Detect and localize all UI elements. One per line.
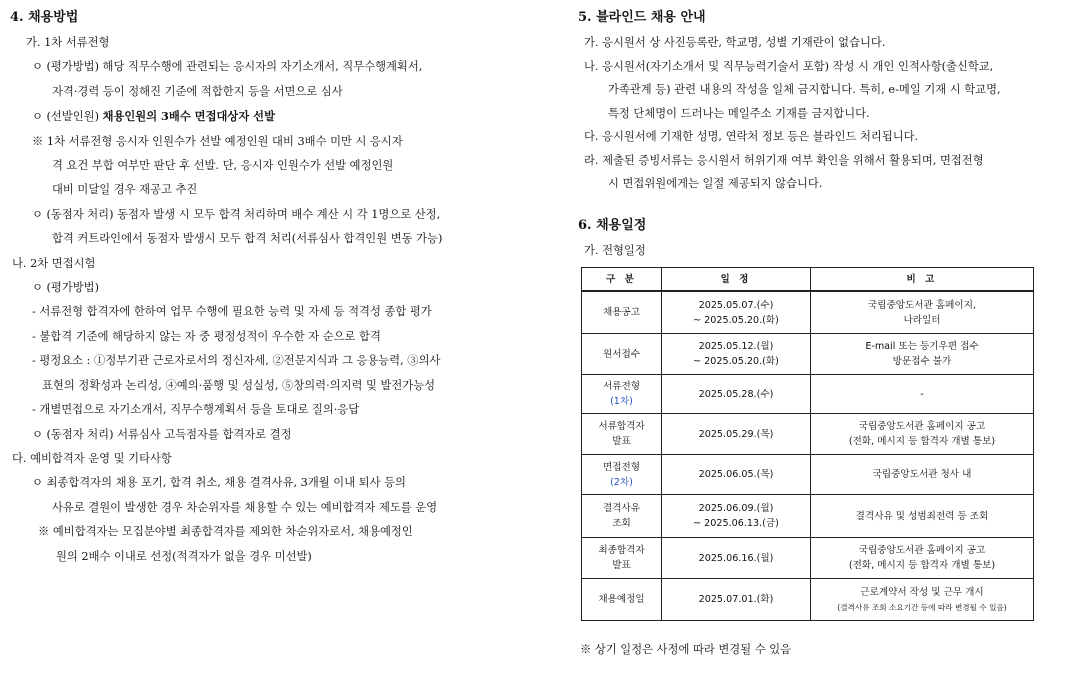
table-row: [582, 334, 1034, 375]
schedule-table: [581, 267, 1034, 621]
note-small-print: (결격사유 조회 소요기간 등에 따라 변경될 수 있음): [837, 602, 1007, 612]
note-cell: -: [811, 375, 1034, 414]
date-cell: 2025.06.05.(목): [662, 455, 811, 495]
table-row: [582, 579, 1034, 621]
stage-cell: 채용예정일: [582, 579, 662, 621]
stage-round-label: (1차): [610, 396, 633, 407]
stage-cell: 최종합격자 발표: [582, 538, 662, 579]
note-cell: 국립중앙도서관 홈페이지, 나라일터: [811, 291, 1034, 334]
note-cell: 국립중앙도서관 홈페이지 공고 (전화, 메시지 등 합격자 개별 통보): [811, 414, 1034, 455]
sub-heading-2: 나. 2차 면접시험: [12, 256, 96, 270]
text-line: ㅇ (평가방법) 해당 직무수행에 관련되는 응시자의 자기소개서, 직무수행계획서,: [32, 60, 423, 74]
text-line: ㅇ (동점자 처리) 서류심사 고득점자를 합격자로 결정: [32, 427, 292, 441]
text-line: 가. 응시원서 상 사진등록란, 학교명, 성별 기재란이 없습니다.: [584, 36, 886, 49]
stage-cell: 원서접수: [582, 334, 662, 375]
section-5-title: 5. 블라인드 채용 안내: [578, 10, 706, 25]
date-cell: 2025.05.28.(수): [662, 375, 811, 414]
date-cell: 2025.06.16.(월): [662, 538, 811, 579]
table-row: [582, 375, 1034, 414]
text-line: ㅇ (평가방법): [32, 281, 99, 295]
text-line: 사유로 결원이 발생한 경우 차순위자를 채용할 수 있는 예비합격자 제도를 운영: [52, 500, 438, 514]
note-cell: 국립중앙도서관 청사 내: [811, 455, 1034, 495]
text-line: 가족관계 등) 관련 내용의 작성을 일체 금지합니다. 특히, e-메일 기재 시 학교명,: [608, 83, 1001, 96]
sub-heading-1: 가. 1차 서류전형: [26, 36, 110, 49]
sub-heading-3: 다. 예비합격자 운영 및 기타사항: [12, 451, 172, 465]
stage-cell: 면접전형 (2차): [582, 455, 662, 495]
text-line: ㅇ 최종합격자의 채용 포기, 합격 취소, 채용 결격사유, 3개월 이내 퇴사 등의: [32, 476, 406, 490]
note-cell: 결격사유 및 성범죄전력 등 조회: [811, 495, 1034, 538]
table-row: [582, 538, 1034, 579]
text-line: 시 면접위원에게는 일절 제공되지 않습니다.: [608, 177, 823, 190]
text-line: ※ 예비합격자는 모집분야별 최종합격자를 제외한 차순위자로서, 채용예정인: [38, 525, 413, 539]
note-cell: E-mail 또는 등기우편 접수 방문접수 불가: [811, 334, 1034, 375]
text-line: 라. 제출된 증빙서류는 응시원서 허위기재 여부 확인을 위해서 활용되며, 면접전형: [584, 153, 984, 167]
column-header-stage: 구 분: [582, 268, 662, 292]
text-line: - 개별면접으로 자기소개서, 직무수행계획서 등을 토대로 질의·응답: [32, 403, 360, 417]
note-cell: 근로계약서 작성 및 근무 개시 (결격사유 조회 소요기간 등에 따라 변경될 수 있음): [811, 579, 1034, 621]
stage-round-label: (2차): [610, 476, 633, 488]
text-line: ※ 1차 서류전형 응시자 인원수가 선발 예정인원 대비 3배수 미만 시 응시자: [32, 134, 403, 148]
text-line: [10, 104, 520, 129]
note-cell: 국립중앙도서관 홈페이지 공고 (전화, 메시지 등 합격자 개별 통보): [811, 538, 1034, 579]
table-row: [582, 291, 1034, 334]
text-line: 격 요건 부합 여부만 판단 후 선발. 단, 응시자 인원수가 선발 예정인원: [52, 159, 394, 173]
text-line: 원의 2배수 이내로 선정(적격자가 없을 경우 미선발): [56, 549, 312, 563]
text-line: 특정 단체명이 드러나는 메일주소 기재를 금지합니다.: [608, 106, 870, 120]
section-4-title: 4. 채용방법: [10, 10, 79, 25]
section-6-title: 6. 채용일정: [578, 217, 647, 233]
section-5: [578, 8, 1038, 262]
stage-cell: 서류전형 (1차): [582, 375, 662, 414]
text-line: 나. 응시원서(자기소개서 및 직무능력기술서 포함) 작성 시 개인 인적사항(출신학교,: [584, 59, 994, 73]
date-cell: 2025.07.01.(화): [662, 579, 811, 621]
schedule-subtitle: 가. 전형일정: [584, 243, 646, 257]
column-header-date: 일 정: [662, 268, 811, 292]
text-line: - 불합격 기준에 해당하지 않는 자 중 평정성적이 우수한 자 순으로 합격: [32, 329, 381, 343]
stage-cell: 서류합격자 발표: [582, 414, 662, 455]
stage-cell: 채용공고: [582, 291, 662, 334]
stage-cell: 결격사유 조회: [582, 495, 662, 538]
date-cell: 2025.05.29.(목): [662, 414, 811, 455]
table-header-row: [582, 268, 1034, 292]
text-line: 다. 응시원서에 기재한 성명, 연락처 정보 등은 블라인드 처리됩니다.: [584, 130, 919, 143]
selection-label: ㅇ (선발인원): [32, 110, 103, 124]
date-cell: 2025.05.12.(월) ~ 2025.05.20.(화): [662, 334, 811, 375]
column-header-note: 비 고: [811, 268, 1034, 292]
text-line: - 평정요소 : ①정부기관 근로자로서의 정신자세, ②전문지식과 그 응용능력, ③의사: [32, 354, 441, 368]
text-line: 대비 미달일 경우 재공고 추진: [52, 183, 198, 197]
text-line: ㅇ (동점자 처리) 동점자 발생 시 모두 합격 처리하며 배수 계산 시 각 1명으로 산정,: [32, 207, 441, 221]
text-line: 합격 커트라인에서 동점자 발생시 모두 합격 처리(서류심사 합격인원 변동 가능): [52, 232, 443, 246]
date-cell: 2025.05.07.(수) ~ 2025.05.20.(화): [662, 291, 811, 334]
table-row: [582, 455, 1034, 495]
text-line: - 서류전형 합격자에 한하여 업무 수행에 필요한 능력 및 자세 등 적격성 종합 평가: [32, 305, 432, 319]
text-line: 자격·경력 등이 정해진 기준에 적합한지 등을 서면으로 심사: [52, 84, 343, 98]
table-row: [582, 495, 1034, 538]
table-row: [582, 414, 1034, 455]
text-line: 표현의 정확성과 논리성, ④예의·품행 및 성실성, ⑤창의력·의지력 및 발전가능성: [42, 378, 436, 392]
schedule-footnote: ※ 상기 일정은 사정에 따라 변경될 수 있음: [580, 643, 792, 656]
date-cell: 2025.06.09.(월) ~ 2025.06.13.(금): [662, 495, 811, 538]
section-4: [10, 8, 520, 569]
selection-bold-phrase: 채용인원의 3배수 면접대상자 선발: [102, 109, 276, 124]
